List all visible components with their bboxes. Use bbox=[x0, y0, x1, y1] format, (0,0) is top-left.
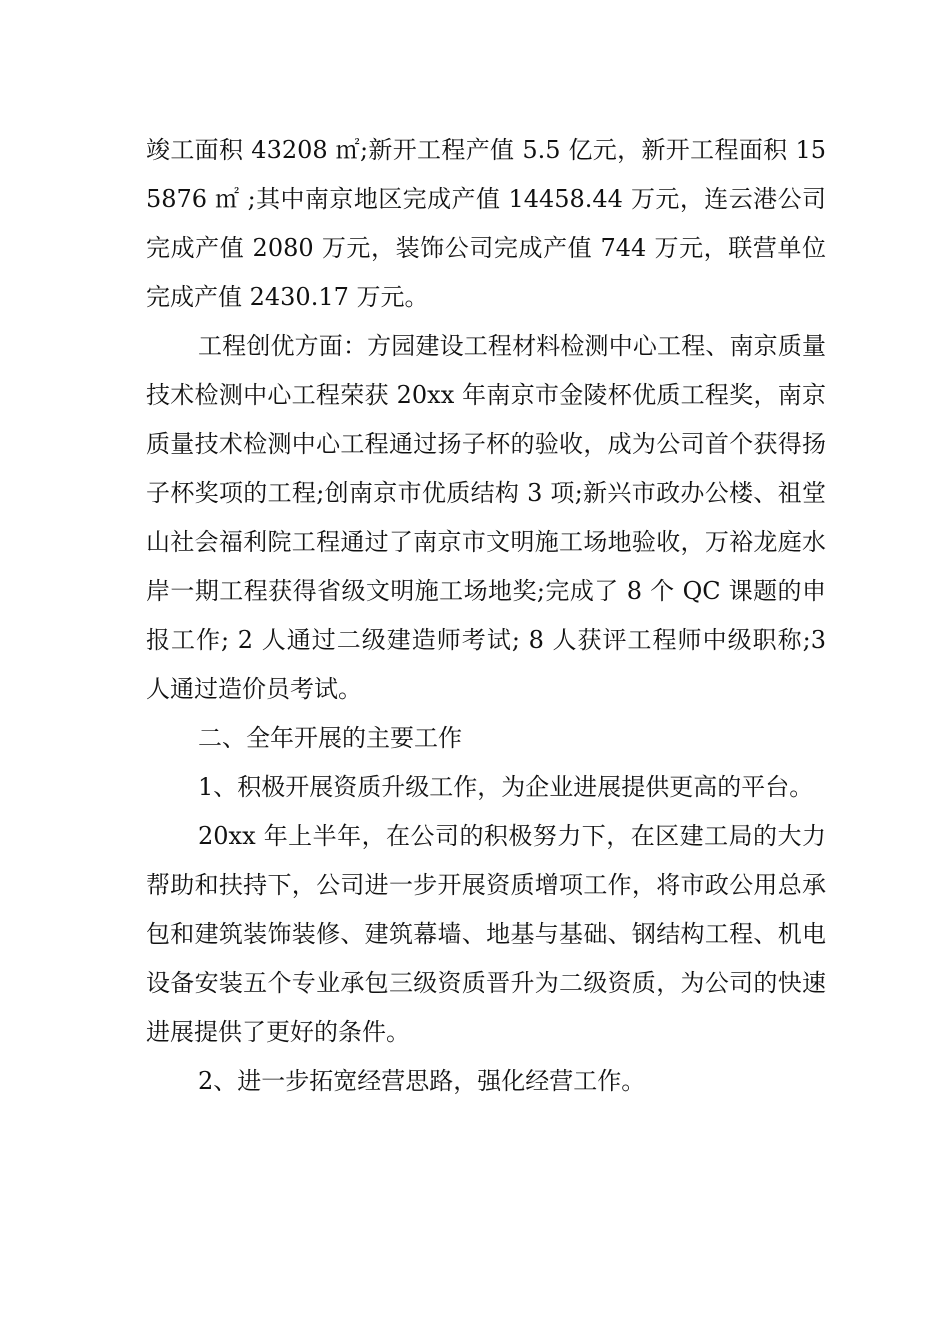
section-heading-main-work: 二、全年开展的主要工作 bbox=[198, 724, 462, 752]
subheading-qualification-upgrade: 1、积极开展资质升级工作，为企业进展提供更高的平台。 bbox=[198, 773, 814, 801]
paragraph-qualification-details: 20xx 年上半年，在公司的积极努力下，在区建工局的大力帮助和扶持下，公司进一步开展资质增项工作，将市政公用总承包和建筑装饰装修、建筑幕墙、地基与基础、钢结构工程、机电设备安装五个专业承包三级资质晋升为二级资质，为公司的快速进展提供了更好的条件。 bbox=[146, 822, 826, 1046]
paragraph-quality-awards: 工程创优方面：方园建设工程材料检测中心工程、南京质量技术检测中心工程荣获 20xx 年南京市金陵杯优质工程奖，南京质量技术检测中心工程通过扬子杯的验收，成为公司首个获得扬子杯奖项的工程;创南京市优质结构 3 项;新兴市政办公楼、祖堂山社会福利院工程通过了南京市文明施工场地验收，万裕龙庭水岸一期工程获得省级文明施工场地奖;完成了 8 个 QC 课题的申报工作; 2 人通过二级建造师考试; 8 人获评工程师中级职称;3 人通过造价员考试。 bbox=[146, 332, 826, 703]
subheading-business-expansion: 2、进一步拓宽经营思路，强化经营工作。 bbox=[198, 1067, 646, 1095]
paragraph-output-summary: 竣工面积 43208 ㎡;新开工程产值 5.5 亿元，新开工程面积 155876 ㎡ ;其中南京地区完成产值 14458.44 万元，连云港公司完成产值 2080 万元，装饰公司完成产值 744 万元，联营单位完成产值 2430.17 万元。 bbox=[146, 136, 826, 311]
document-body bbox=[146, 126, 826, 1106]
